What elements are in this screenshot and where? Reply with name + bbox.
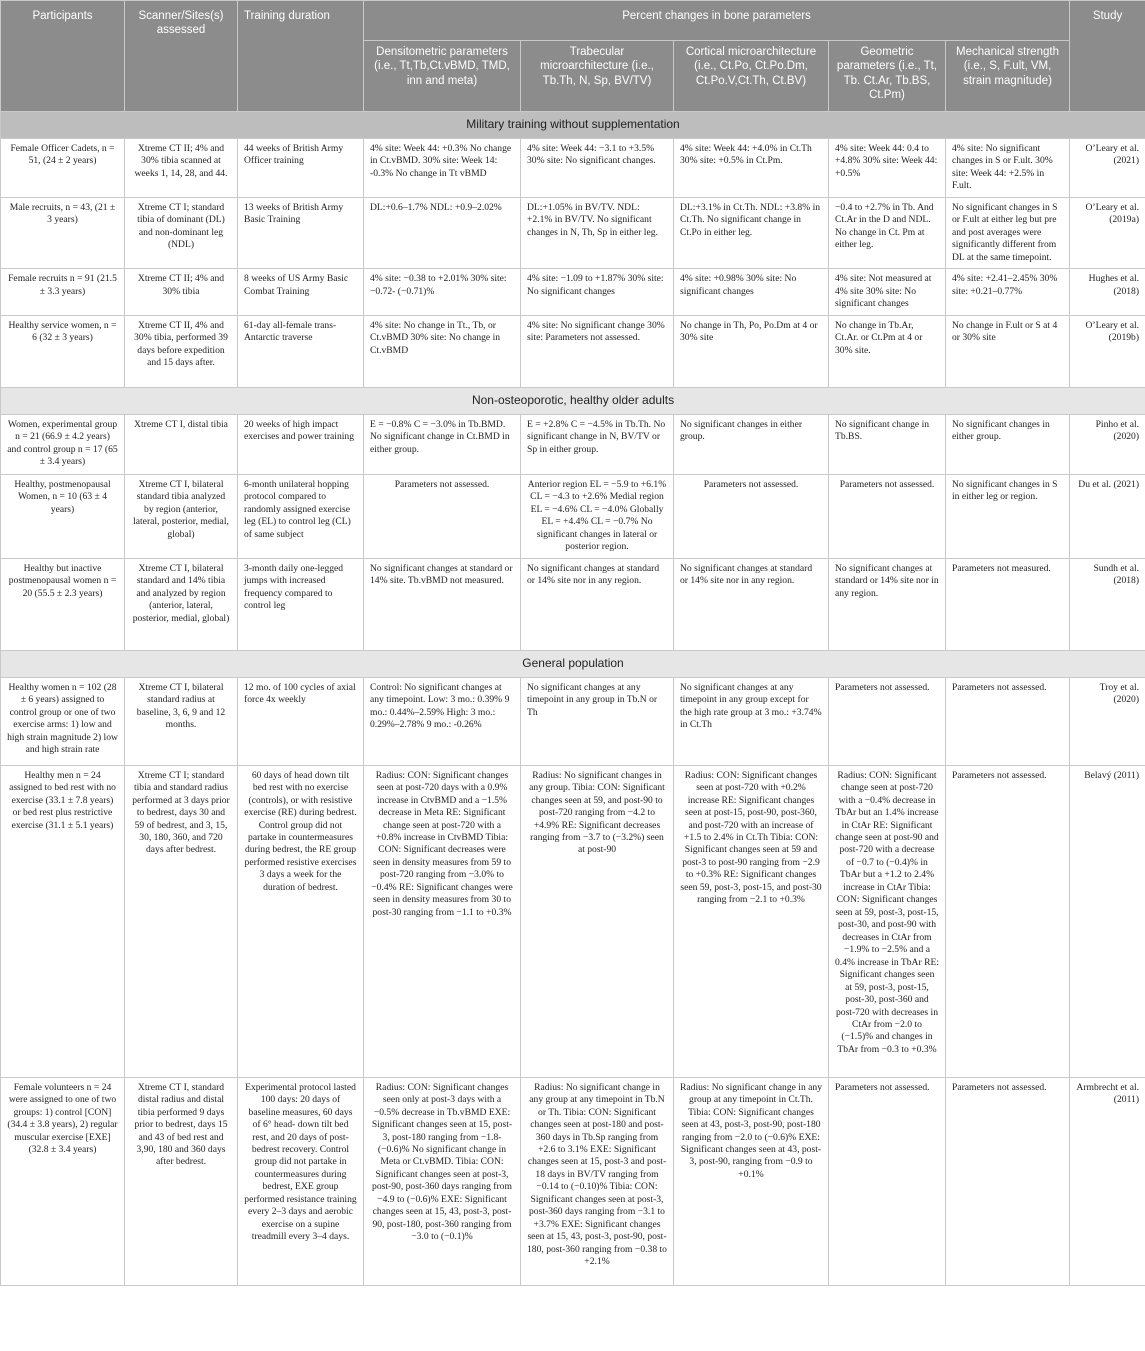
cell-cortical: No significant changes at standard or 14% site nor in any region. xyxy=(674,558,829,650)
cell-geometric: −0.4 to +2.7% in Tb. And Ct.Ar in the D and NDL. No change in Ct. Pm at either leg. xyxy=(829,197,946,268)
table-row xyxy=(1,474,1145,558)
cell-trabecular: 4% site: No significant change 30% site: Parameters not assessed. xyxy=(521,315,674,387)
cell-participants: Healthy but inactive postmenopausal women n = 20 (55.5 ± 2.3 years) xyxy=(1,558,125,650)
cell-densitometric: Parameters not assessed. xyxy=(364,474,521,558)
cell-mechanical: Parameters not assessed. xyxy=(946,1077,1070,1285)
cell-trabecular: Radius: No significant changes in any group. Tibia: CON: Significant changes seen at 59, and post-90 to post-720 ranging from −4.2 to +4.9% RE: Significant decreases ranging from −3.7 to (−3.2%) seen at post-90 xyxy=(521,765,674,1077)
table-row xyxy=(1,765,1145,1077)
cell-training: 60 days of head down tilt bed rest with no exercise (controls), or with resistive exercise (RE) during bedrest. Control group did not partake in countermeasures during bedrest, the RE group performed resistive exercises 3 days a week for the duration of bedrest. xyxy=(238,765,364,1077)
cell-geometric: Parameters not assessed. xyxy=(829,677,946,765)
cell-mechanical: 4% site: No significant changes in S or F.ult. 30% site: Week 44: +2.5% in F.ult. xyxy=(946,139,1070,198)
header-geometric: Geometric parameters (i.e., Tt, Tb. Ct.Ar, Tb.BS, Ct.Pm) xyxy=(829,41,946,112)
cell-mechanical: Parameters not measured. xyxy=(946,558,1070,650)
cell-cortical: DL:+3.1% in Ct.Th. NDL: +3.8% in Ct.Th. No significant change in Ct.Po in either leg. xyxy=(674,197,829,268)
section-header-row xyxy=(1,112,1145,139)
cell-mechanical: Parameters not assessed. xyxy=(946,677,1070,765)
cell-participants: Healthy men n = 24 assigned to bed rest with no exercise (33.1 ± 7.8 years) or bed rest plus restrictive exercise (31.1 ± 5.1 years) xyxy=(1,765,125,1077)
cell-mechanical: No significant changes in either group. xyxy=(946,414,1070,474)
section-header-row xyxy=(1,387,1145,414)
cell-mechanical: No significant changes in S in either leg or region. xyxy=(946,474,1070,558)
table-row xyxy=(1,197,1145,268)
cell-cortical: Parameters not assessed. xyxy=(674,474,829,558)
cell-cortical: Radius: CON: Significant changes seen at post-720 with +0.2% increase RE: Significant changes seen at post-15, post-90, post-360, and post-720 with an increase of +1.5 to 2.4% in Ct.Th Tibia: CON: Significant changes seen at 59 and post-3 to post-90 ranging from −2.9 to +0.3% RE: Significant changes seen 59, post-3, post-15, and post-30 ranging from −2.1 to +0.3% xyxy=(674,765,829,1077)
header-mechanical: Mechanical strength (i.e., S, F.ult, VM, strain magnitude) xyxy=(946,41,1070,112)
table-row xyxy=(1,558,1145,650)
table-row xyxy=(1,677,1145,765)
cell-scanner: Xtreme CT I, bilateral standard and 14% tibia and analyzed by region (anterior, lateral, posterior, medial, global) xyxy=(125,558,238,650)
table-row xyxy=(1,414,1145,474)
cell-training: 20 weeks of high impact exercises and power training xyxy=(238,414,364,474)
cell-study: Hughes et al. (2018) xyxy=(1070,269,1145,315)
cell-densitometric: 4% site: Week 44: +0.3% No change in Ct.vBMD. 30% site: Week 14: -0.3% No change in Tt vBMD xyxy=(364,139,521,198)
section-title: General population xyxy=(1,650,1145,677)
header-participants: Participants xyxy=(1,1,125,112)
table-row xyxy=(1,315,1145,387)
cell-scanner: Xtreme CT I, bilateral standard radius at baseline, 3, 6, 9 and 12 months. xyxy=(125,677,238,765)
cell-geometric: Parameters not assessed. xyxy=(829,1077,946,1285)
cell-training: 8 weeks of US Army Basic Combat Training xyxy=(238,269,364,315)
cell-densitometric: DL:+0.6–1.7% NDL: +0.9–2.02% xyxy=(364,197,521,268)
cell-cortical: 4% site: Week 44: +4.0% in Ct.Th 30% site: +0.5% in Ct.Pm. xyxy=(674,139,829,198)
header-percent-changes: Percent changes in bone parameters xyxy=(364,1,1070,41)
cell-densitometric: No significant changes at standard or 14% site. Tb.vBMD not measured. xyxy=(364,558,521,650)
cell-study: O’Leary et al. (2021) xyxy=(1070,139,1145,198)
cell-geometric: No change in Tb.Ar, Ct.Ar. or Ct.Pm at 4 or 30% site. xyxy=(829,315,946,387)
cell-densitometric: E = −0.8% C = −3.0% in Tb.BMD. No significant change in Ct.BMD in either group. xyxy=(364,414,521,474)
cell-training: 6-month unilateral hopping protocol compared to randomly assigned exercise leg (EL) to control leg (CL) of same subject xyxy=(238,474,364,558)
cell-cortical: No change in Th, Po, Po.Dm at 4 or 30% site xyxy=(674,315,829,387)
cell-geometric: No significant changes at standard or 14% site nor in any region. xyxy=(829,558,946,650)
cell-trabecular: 4% site: −1.09 to +1.87% 30% site: No significant changes xyxy=(521,269,674,315)
section-header-row xyxy=(1,650,1145,677)
cell-study: Du et al. (2021) xyxy=(1070,474,1145,558)
cell-scanner: Xtreme CT I; standard tibia of dominant (DL) and non-dominant leg (NDL) xyxy=(125,197,238,268)
cell-geometric: 4% site: Week 44: 0.4 to +4.8% 30% site: Week 44: +0.5% xyxy=(829,139,946,198)
cell-trabecular: 4% site: Week 44: −3.1 to +3.5% 30% site: No significant changes. xyxy=(521,139,674,198)
cell-densitometric: Radius: CON: Significant changes seen at post-720 days with a 0.9% increase in CtvBMD and a −1.5% decrease in Meta RE: Significant change seen at post-720 with a +0.8% increase in CtvBMD Tibia: CON: Significant decreases were seen in density measures from 59 to post-720 ranging from −3.0% to −0.4% RE: Significant changes were seen in density measures from 30 to post-30 ranging from −1.1 to +0.3% xyxy=(364,765,521,1077)
cell-densitometric: Control: No significant changes at any timepoint. Low: 3 mo.: 0.39% 9 mo.: 0.44%–2.59% High: 3 mo.: 0.29%–2.78% 9 mo.: -0.26% xyxy=(364,677,521,765)
cell-mechanical: 4% site: +2.41–2.45% 30% site: +0.21–0.77% xyxy=(946,269,1070,315)
cell-trabecular: No significant changes at any timepoint in any group in Tb.N or Th xyxy=(521,677,674,765)
cell-geometric: Parameters not assessed. xyxy=(829,474,946,558)
header-study: Study xyxy=(1070,1,1145,112)
cell-scanner: Xtreme CT I, standard distal radius and distal tibia performed 9 days prior to bedrest, days 15 and 43 of bed rest and 3,90, 180 and 360 days after bedrest. xyxy=(125,1077,238,1285)
cell-trabecular: E = +2.8% C = −4.5% in Tb.Th. No significant change in N, BV/TV or Sp in either group. xyxy=(521,414,674,474)
table-row xyxy=(1,269,1145,315)
cell-study: Sundh et al. (2018) xyxy=(1070,558,1145,650)
cell-study: Pinho et al. (2020) xyxy=(1070,414,1145,474)
cell-scanner: Xtreme CT I; standard tibia and standard radius performed at 3 days prior to bedrest, days 30 and 59 of bedrest, and 3, 15, 30, 180, 360, and 720 days after bedrest. xyxy=(125,765,238,1077)
cell-participants: Female Officer Cadets, n = 51, (24 ± 2 years) xyxy=(1,139,125,198)
cell-densitometric: Radius: CON: Significant changes seen only at post-3 days with a −0.5% decrease in Tb.vBMD EXE: Significant changes seen at 15, post-3, post-180 ranging from −1.8- (−0.6)% No significant change in Meta or Ct.vBMD. Tibia: CON: Significant changes seen at post-3, post-90, post-360 days ranging from −4.9 to (−0.6)% EXE: Significant changes seen at 15, 43, post-3, post-90, post-180, post-360 ranging from −3.0 to (−0.1)% xyxy=(364,1077,521,1285)
cell-study: O’Leary et al. (2019a) xyxy=(1070,197,1145,268)
cell-mechanical: No change in F.ult or S at 4 or 30% site xyxy=(946,315,1070,387)
cell-participants: Healthy service women, n = 6 (32 ± 3 years) xyxy=(1,315,125,387)
cell-study: Troy et al. (2020) xyxy=(1070,677,1145,765)
cell-geometric: Radius: CON: Significant change seen at post-720 with a −0.4% decrease in TbAr but an 1.4% increase in CtAr RE: Significant change seen at post-90 and post-720 with a decrease of −0.7 to (−0.4)% in TbAr but a +1.2 to 2.4% increase in CtAr Tibia: CON: Significant changes seen at 59, post-3, post-15, post-30, and post-90 with decreases in CtAr from −1.9% to −2.5% and a 0.4% increase in TbAr RE: Significant changes seen at 59, post-3, post-15, post-30, post-360 and post-720 with decreases in CtAr from −2.0 to (−1.5)% and changes in TbAr from −0.3 to +0.3% xyxy=(829,765,946,1077)
header-cortical: Cortical microarchitecture (i.e., Ct.Po, Ct.Po.Dm, Ct.Po.V,Ct.Th, Ct.BV) xyxy=(674,41,829,112)
cell-geometric: No significant change in Tb.BS. xyxy=(829,414,946,474)
cell-training: 13 weeks of British Army Basic Training xyxy=(238,197,364,268)
cell-trabecular: Radius: No significant change in any group at any timepoint in Tb.N or Th. Tibia: CON: Significant changes seen at post-180 and post-360 days in Tb.Sp ranging from +2.6 to 3.1% EXE: Significant changes seen at 15, post-3 and post-18 days in BV/TV ranging from −0.14 to (−0.10)% Tibia: CON: Significant changes seen at post-3, post-360 days ranging from −3.1 to +3.7% EXE: Significant changes seen at 15, 43, post-3, post-90, post-180, post-360 ranging from −0.38 to +2.1% xyxy=(521,1077,674,1285)
cell-training: 3-month daily one-legged jumps with increased frequency compared to control leg xyxy=(238,558,364,650)
cell-participants: Male recruits, n = 43, (21 ± 3 years) xyxy=(1,197,125,268)
cell-mechanical: No significant changes in S or F.ult at either leg but pre and post averages were significantly different from DL at the same timepoint. xyxy=(946,197,1070,268)
cell-mechanical: Parameters not assessed. xyxy=(946,765,1070,1077)
header-densitometric: Densitometric parameters (i.e., Tt,Tb,Ct.vBMD, TMD, inn and meta) xyxy=(364,41,521,112)
cell-trabecular: DL:+1.05% in BV/TV. NDL: +2.1% in BV/TV. No significant changes in N, Th, Sp in either leg. xyxy=(521,197,674,268)
cell-study: O’Leary et al. (2019b) xyxy=(1070,315,1145,387)
cell-densitometric: 4% site: No change in Tt., Tb, or Ct.vBMD 30% site: No change in Ct.vBMD xyxy=(364,315,521,387)
cell-study: Belavý (2011) xyxy=(1070,765,1145,1077)
cell-training: 61-day all-female trans-Antarctic traverse xyxy=(238,315,364,387)
cell-training: 12 mo. of 100 cycles of axial force 4x weekly xyxy=(238,677,364,765)
table-row xyxy=(1,1077,1145,1285)
header-scanner: Scanner/Sites(s) assessed xyxy=(125,1,238,112)
cell-densitometric: 4% site: −0.38 to +2.01% 30% site: −0.72- (−0.71)% xyxy=(364,269,521,315)
table-row xyxy=(1,139,1145,198)
cell-training: 44 weeks of British Army Officer training xyxy=(238,139,364,198)
cell-participants: Healthy women n = 102 (28 ± 6 years) assigned to control group or one of two exercise arms: 1) low and high strain magnitude 2) low and high strain rate xyxy=(1,677,125,765)
header-training: Training duration xyxy=(238,1,364,112)
cell-scanner: Xtreme CT II, 4% and 30% tibia, performed 39 days before expedition and 15 days after. xyxy=(125,315,238,387)
cell-participants: Female recruits n = 91 (21.5 ± 3.3 years) xyxy=(1,269,125,315)
cell-scanner: Xtreme CT I, distal tibia xyxy=(125,414,238,474)
cell-scanner: Xtreme CT II; 4% and 30% tibia xyxy=(125,269,238,315)
section-title: Non-osteoporotic, healthy older adults xyxy=(1,387,1145,414)
cell-trabecular: Anterior region EL = −5.9 to +6.1% CL = −4.3 to +2.6% Medial region EL = −4.6% CL = −4.0% Globally EL = +4.4% CL = −0.7% No significant changes in lateral or posterior region. xyxy=(521,474,674,558)
section-title: Military training without supplementation xyxy=(1,112,1145,139)
header-trabecular: Trabecular microarchitecture (i.e., Tb.Th, N, Sp, BV/TV) xyxy=(521,41,674,112)
cell-scanner: Xtreme CT II; 4% and 30% tibia scanned at weeks 1, 14, 28, and 44. xyxy=(125,139,238,198)
cell-scanner: Xtreme CT I, bilateral standard tibia analyzed by region (anterior, lateral, posterior, medial, global) xyxy=(125,474,238,558)
cell-training: Experimental protocol lasted 100 days: 20 days of baseline measures, 60 days of 6° head- down tilt bed rest, and 20 days of post-bedrest recovery. Control group did not partake in countermeasures during bedrest, EXE group performed resistance training every 2–3 days and aerobic exercise on a supine treadmill every 3–4 days. xyxy=(238,1077,364,1285)
cell-participants: Female volunteers n = 24 were assigned to one of two groups: 1) control [CON] (34.4 ± 3.8 years), 2) regular muscular exercise [EXE] (32.8 ± 3.4 years) xyxy=(1,1077,125,1285)
cell-cortical: No significant changes in either group. xyxy=(674,414,829,474)
cell-study: Armbrecht et al. (2011) xyxy=(1070,1077,1145,1285)
cell-trabecular: No significant changes at standard or 14% site nor in any region. xyxy=(521,558,674,650)
cell-cortical: Radius: No significant change in any group at any timepoint in Ct.Th. Tibia: CON: Significant changes seen at 43, post-3, post-90, post-180 ranging from −2.0 to (−0.6)% EXE: Significant changes seen at 43, post-3, post-90, ranging from −0.9 to +0.1% xyxy=(674,1077,829,1285)
cell-cortical: No significant changes at any timepoint in any group except for the high rate group at 3 mo.: +3.74% in Ct.Th xyxy=(674,677,829,765)
cell-geometric: 4% site: Not measured at 4% site 30% site: No significant changes xyxy=(829,269,946,315)
cell-participants: Healthy, postmenopausal Women, n = 10 (63 ± 4 years) xyxy=(1,474,125,558)
cell-cortical: 4% site: +0.98% 30% site: No significant changes xyxy=(674,269,829,315)
cell-participants: Women, experimental group n = 21 (66.9 ± 4.2 years) and control group n = 17 (65 ± 3.4 years) xyxy=(1,414,125,474)
